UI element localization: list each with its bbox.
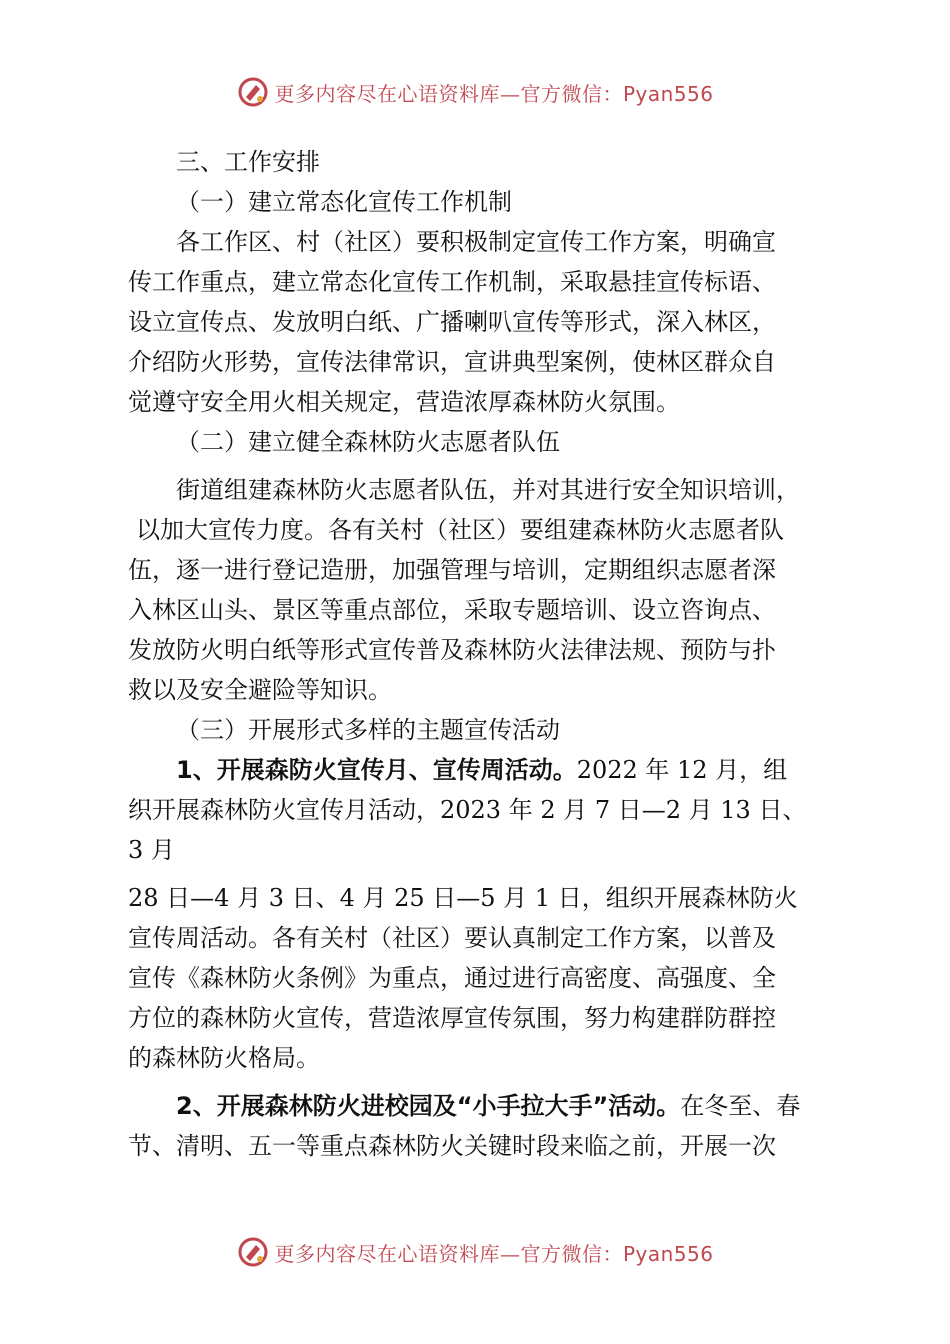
paragraph-line: 各工作区、村（社区）要积极制定宣传工作方案，明确宣 <box>176 228 776 256</box>
watermark-text: 更多内容尽在心语资料库—官方微信：Pyan556 <box>274 1241 714 1266</box>
subsection-title-2: （二）建立健全森林防火志愿者队伍 <box>176 428 560 456</box>
brand-logo-icon <box>236 1235 270 1269</box>
paragraph-line: 28 日—4 月 3 日、4 月 25 日—5 月 1 日，组织开展森林防火 <box>128 884 798 912</box>
paragraph-line: 设立宣传点、发放明白纸、广播喇叭宣传等形式，深入林区， <box>128 308 776 336</box>
paragraph-line: 宣传《森林防火条例》为重点，通过进行高密度、高强度、全 <box>128 964 776 992</box>
watermark-text: 更多内容尽在心语资料库—官方微信：Pyan556 <box>274 81 714 106</box>
paragraph-line: 救以及安全避险等知识。 <box>128 676 392 704</box>
paragraph-line: 介绍防火形势，宣传法律常识，宣讲典型案例，使林区群众自 <box>128 348 776 376</box>
paragraph-line: 传工作重点，建立常态化宣传工作机制，采取悬挂宣传标语、 <box>128 268 776 296</box>
paragraph-line: 伍，逐一进行登记造册，加强管理与培训，定期组织志愿者深 <box>128 556 776 584</box>
brand-logo-icon <box>236 75 270 109</box>
item-2-title: 2、开展森林防火进校园及“小手拉大手”活动。 <box>176 1092 681 1120</box>
paragraph-line: 节、清明、五一等重点森林防火关键时段来临之前，开展一次 <box>128 1132 776 1160</box>
paragraph-line: 的森林防火格局。 <box>128 1044 320 1072</box>
paragraph-line: 街道组建森林防火志愿者队伍，并对其进行安全知识培训， <box>176 476 800 504</box>
section-heading: 三、工作安排 <box>176 148 320 176</box>
paragraph-line: 觉遵守安全用火相关规定，营造浓厚森林防火氛围。 <box>128 388 680 416</box>
footer-watermark <box>0 1232 950 1272</box>
paragraph-line: 以加大宣传力度。各有关村（社区）要组建森林防火志愿者队 <box>136 516 784 544</box>
paragraph-line: 2、开展森林防火进校园及“小手拉大手”活动。在冬至、春 <box>176 1092 801 1120</box>
paragraph-line: 织开展森林防火宣传月活动，2023 年 2 月 7 日—2 月 13 日、 <box>128 796 807 824</box>
header-watermark <box>0 72 950 112</box>
item-1-title: 1、开展森防火宣传月、宣传周活动。 <box>176 756 577 784</box>
subsection-title-1: （一）建立常态化宣传工作机制 <box>176 188 512 216</box>
paragraph-line: 方位的森林防火宣传，营造浓厚宣传氛围，努力构建群防群控 <box>128 1004 776 1032</box>
document-body <box>128 142 832 1166</box>
paragraph-line: 1、开展森防火宣传月、宣传周活动。2022 年 12 月，组 <box>176 756 788 784</box>
paragraph-line: 发放防火明白纸等形式宣传普及森林防火法律法规、预防与扑 <box>128 636 776 664</box>
subsection-title-3: （三）开展形式多样的主题宣传活动 <box>176 716 560 744</box>
paragraph-line: 入林区山头、景区等重点部位，采取专题培训、设立咨询点、 <box>128 596 776 624</box>
paragraph-line: 宣传周活动。各有关村（社区）要认真制定工作方案，以普及 <box>128 924 776 952</box>
paragraph-line: 3 月 <box>128 836 175 864</box>
